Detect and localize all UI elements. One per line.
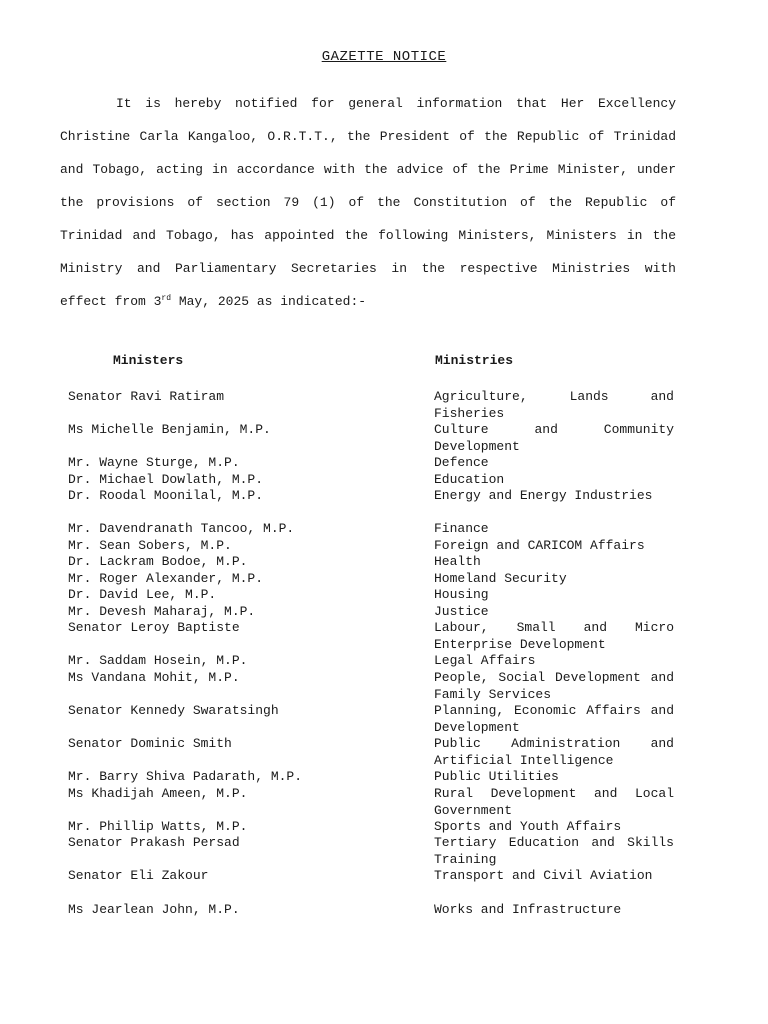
minister-name: Mr. Barry Shiva Padarath, M.P. — [68, 769, 303, 784]
ministries-column-header: Ministries — [435, 353, 514, 368]
ministry-name: Public Administration and Artificial Intelligence — [434, 736, 674, 768]
minister-name: Dr. David Lee, M.P. — [68, 587, 217, 602]
minister-name: Senator Dominic Smith — [68, 736, 232, 751]
ministry-name: Works and Infrastructure — [434, 902, 622, 917]
ministry-name: Finance — [434, 521, 489, 536]
minister-name: Ms Jearlean John, M.P. — [68, 902, 240, 917]
ministry-name: People, Social Development and Family Services — [434, 670, 674, 702]
minister-name: Senator Leroy Baptiste — [68, 620, 240, 635]
minister-name: Ms Khadijah Ameen, M.P. — [68, 786, 248, 801]
notice-title: GAZETTE NOTICE — [321, 49, 447, 65]
minister-name: Mr. Sean Sobers, M.P. — [68, 538, 232, 553]
ministry-name: Homeland Security — [434, 571, 567, 586]
minister-name: Senator Eli Zakour — [68, 868, 209, 883]
minister-name: Mr. Davendranath Tancoo, M.P. — [68, 521, 295, 536]
ministry-name: Justice — [434, 604, 489, 619]
ministry-name: Education — [434, 472, 505, 487]
ministry-name: Rural Development and Local Government — [434, 786, 674, 818]
ministry-name: Transport and Civil Aviation — [434, 868, 653, 883]
minister-name: Senator Kennedy Swaratsingh — [68, 703, 279, 718]
minister-name: Ms Michelle Benjamin, M.P. — [68, 422, 271, 437]
ministry-name: Labour, Small and Micro Enterprise Development — [434, 620, 674, 652]
minister-name: Senator Ravi Ratiram — [68, 389, 225, 404]
ministers-column-header: Ministers — [113, 353, 184, 368]
ministry-name: Planning, Economic Affairs and Development — [434, 703, 674, 735]
ministry-name: Foreign and CARICOM Affairs — [434, 538, 645, 553]
ministry-name: Sports and Youth Affairs — [434, 819, 622, 834]
minister-name: Mr. Saddam Hosein, M.P. — [68, 653, 248, 668]
notice-paragraph: It is hereby notified for general information that Her Excellency Christine Carla Kangaloo, O.R.T.T., the President of the Republic of Trinidad and Tobago, acting in accordance with the advice of the Prime Minister, under the provisions of section 79 (1) of the Constitution of the Republic of Trinidad and Tobago, has appointed the following Ministers, Ministers in the Ministry and Parliamentary Secretaries in the respective Ministries with effect from 3rd May, 2025 as indicated:- — [60, 96, 676, 309]
ministry-name: Health — [434, 554, 481, 569]
ministry-name: Agriculture, Lands and Fisheries — [434, 389, 674, 421]
minister-name: Mr. Wayne Sturge, M.P. — [68, 455, 240, 470]
ministry-name: Legal Affairs — [434, 653, 536, 668]
ministry-name: Tertiary Education and Skills Training — [434, 835, 674, 867]
minister-name: Mr. Devesh Maharaj, M.P. — [68, 604, 256, 619]
minister-name: Mr. Phillip Watts, M.P. — [68, 819, 248, 834]
minister-name: Ms Vandana Mohit, M.P. — [68, 670, 240, 685]
ministry-name: Housing — [434, 587, 489, 602]
minister-name: Mr. Roger Alexander, M.P. — [68, 571, 264, 586]
minister-name: Dr. Michael Dowlath, M.P. — [68, 472, 264, 487]
minister-name: Dr. Roodal Moonilal, M.P. — [68, 488, 264, 503]
ministry-name: Defence — [434, 455, 489, 470]
minister-name: Dr. Lackram Bodoe, M.P. — [68, 554, 248, 569]
ministry-name: Culture and Community Development — [434, 422, 674, 454]
ministry-name: Public Utilities — [434, 769, 559, 784]
ministry-name: Energy and Energy Industries — [434, 488, 653, 503]
minister-name: Senator Prakash Persad — [68, 835, 240, 850]
